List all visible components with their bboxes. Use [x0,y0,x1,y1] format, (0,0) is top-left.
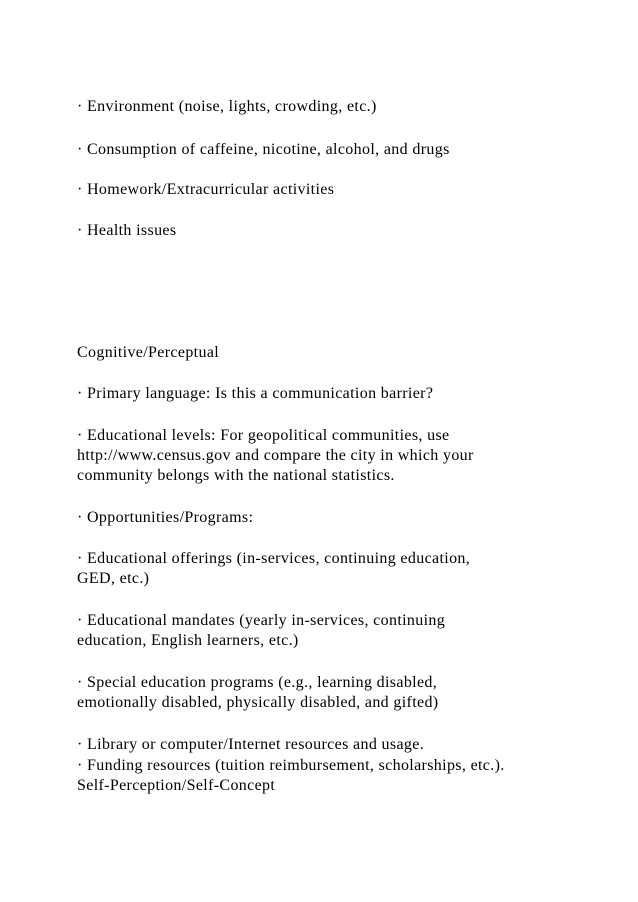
section-heading-self-perception: Self-Perception/Self-Concept [77,777,276,794]
bullet-special-education: · Special education programs (e.g., learning disabled, [77,674,438,691]
bullet-educational-offerings: · Educational offerings (in-services, continuing education, [77,550,471,567]
bullet-educational-levels: · Educational levels: For geopolitical communities, use [77,427,450,444]
section-heading-cognitive: Cognitive/Perceptual [77,344,220,361]
bullet-health-issues: · Health issues [77,222,177,239]
bullet-primary-language: · Primary language: Is this a communication barrier? [77,385,434,402]
special-education-cont: emotionally disabled, physically disabled, and gifted) [77,694,439,711]
bullet-consumption: · Consumption of caffeine, nicotine, alcohol, and drugs [77,141,450,158]
census-link-text: http://www.census.gov and compare the city in which your [77,447,474,464]
bullet-opportunities: · Opportunities/Programs: [77,509,254,526]
educational-offerings-cont: GED, etc.) [77,570,150,587]
bullet-homework: · Homework/Extracurricular activities [77,181,335,198]
bullet-environment: · Environment (noise, lights, crowding, etc.) [77,98,377,115]
educational-mandates-cont: education, English learners, etc.) [77,632,299,649]
educational-levels-cont: community belongs with the national statistics. [77,467,395,484]
bullet-educational-mandates: · Educational mandates (yearly in-services, continuing [77,612,446,629]
bullet-funding-resources: · Funding resources (tuition reimbursement, scholarships, etc.). [77,757,505,774]
bullet-library-resources: · Library or computer/Internet resources and usage. [77,736,425,753]
